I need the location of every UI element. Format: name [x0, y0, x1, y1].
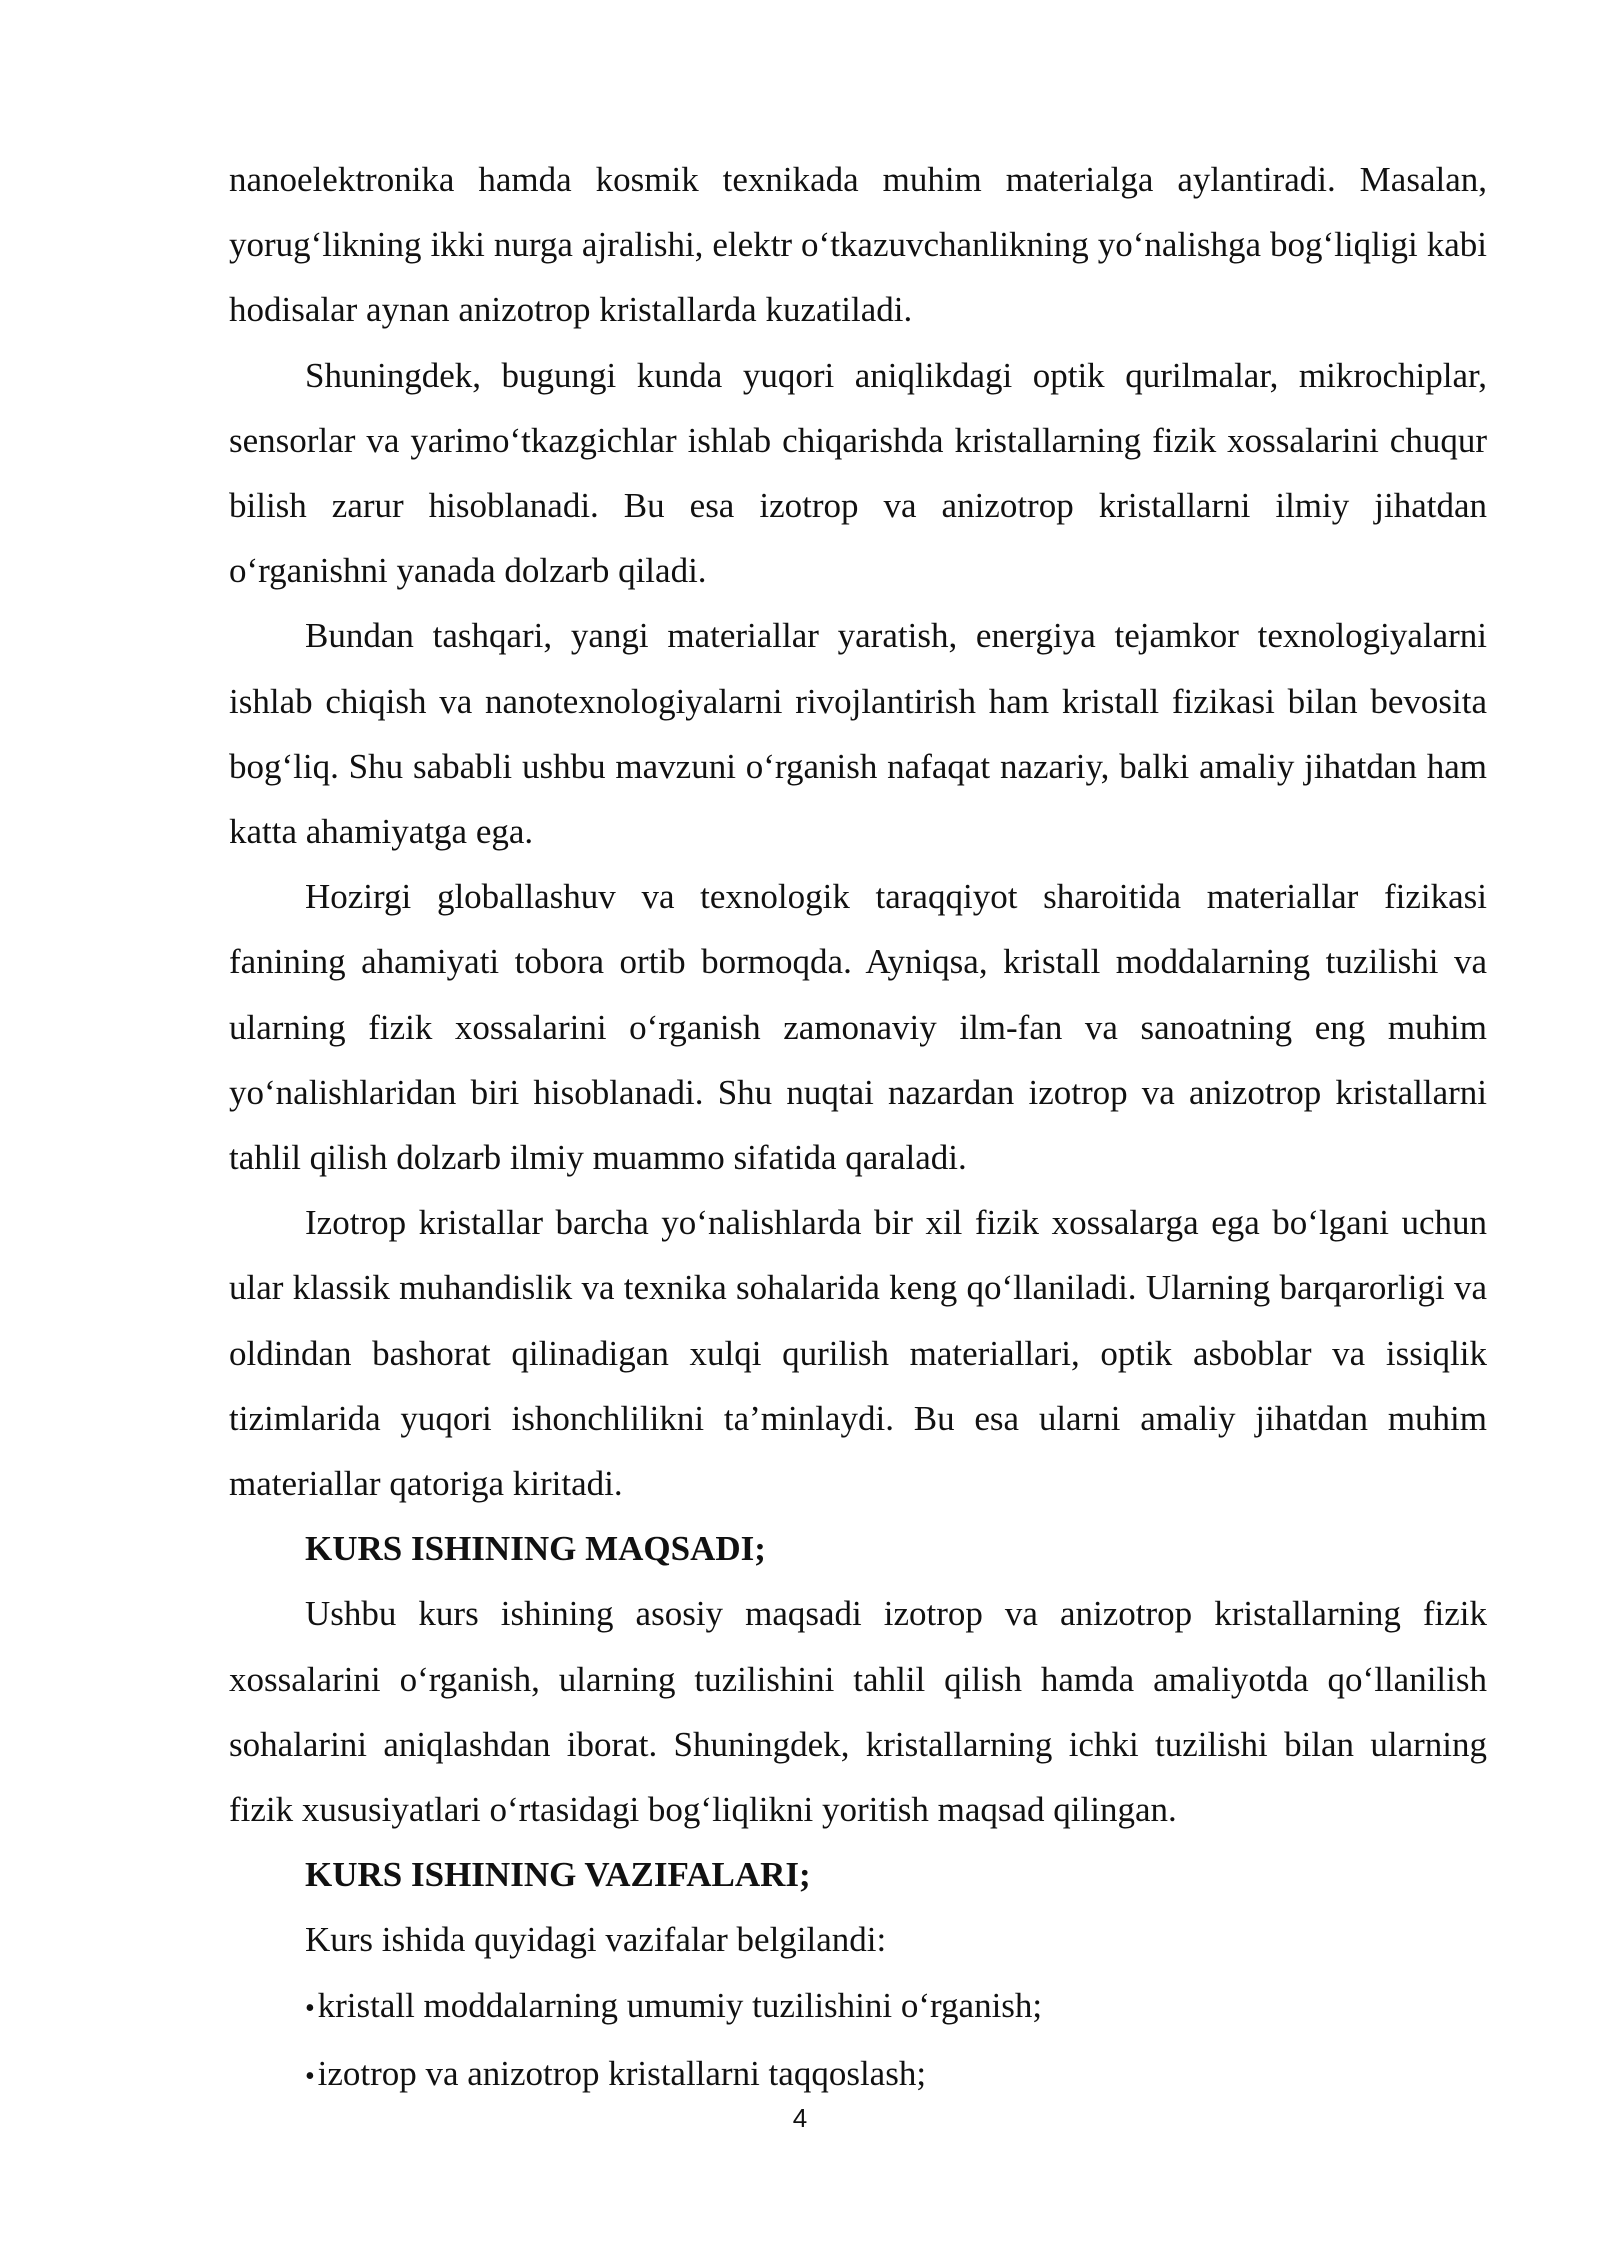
- document-page: [229, 147, 1487, 2109]
- bullet-icon: •: [305, 1992, 315, 2024]
- list-item-text: kristall moddalarning umumiy tuzilishini o‘rganish;: [317, 1985, 1043, 2025]
- tasks-intro: Kurs ishida quyidagi vazifalar belgilandi:: [305, 1920, 887, 1960]
- heading-course-goal: KURS ISHINING MAQSADI;: [305, 1529, 766, 1569]
- paragraph-isotropic-crystals: Izotrop kristallar barcha yo‘nalishlarda bir xil fizik xossalarga ega bo‘lgani uchun ular klassik muhandislik va texnika sohalarida keng qo‘llaniladi. Ularning barqarorligi va oldindan bashorat qilinadigan xulqi qurilish materiallari, optik asboblar va issiqlik tizimlarida yuqori ishonchlilikni ta’minlaydi. Bu esa ularni amaliy jihatdan muhim materiallar qatoriga kiritadi.: [229, 1203, 1487, 1504]
- page-number: 4: [792, 2103, 808, 2133]
- paragraph-new-materials: Bundan tashqari, yangi materiallar yaratish, energiya tejamkor texnologiyalarni ishlab chiqish va nanotexnologiyalarni rivojlantirish ham kristall fizikasi bilan bevosita bog‘liq. Shu sababli ushbu mavzuni o‘rganish nafaqat nazariy, balki amaliy jihatdan ham katta ahamiyatga ega.: [229, 616, 1487, 852]
- paragraph-globalization: Hozirgi globallashuv va texnologik taraqqiyot sharoitida materiallar fizikasi fanining ahamiyati tobora ortib bormoqda. Ayniqsa, kristall moddalarning tuzilishi va ularning fizik xossalarini o‘rganish zamonaviy ilm-fan va sanoatning eng muhim yo‘nalishlaridan biri hisoblanadi. Shu nuqtai nazardan izotrop va anizotrop kristallarni tahlil qilish dolzarb ilmiy muammo sifatida qaraladi.: [229, 877, 1487, 1178]
- list-item: [229, 1973, 1487, 2041]
- bullet-icon: •: [305, 2060, 315, 2092]
- heading-course-tasks: KURS ISHINING VAZIFALARI;: [305, 1855, 811, 1895]
- paragraph-intro-continuation: nanoelektronika hamda kosmik texnikada muhim materialga aylantiradi. Masalan, yorug‘likning ikki nurga ajralishi, elektr o‘tkazuvchanlikning yo‘nalishga bog‘liqligi kabi hodisalar aynan anizotrop kristallarda kuzatiladi.: [229, 160, 1487, 330]
- list-item: [229, 2041, 1487, 2109]
- tasks-list: [229, 1973, 1487, 2109]
- paragraph-optical-devices: Shuningdek, bugungi kunda yuqori aniqlikdagi optik qurilmalar, mikrochiplar, sensorlar va yarimo‘tkazgichlar ishlab chiqarishda kristallarning fizik xossalarini chuqur bilish zarur hisoblanadi. Bu esa izotrop va anizotrop kristallarni ilmiy jihatdan o‘rganishni yanada dolzarb qiladi.: [229, 355, 1487, 591]
- list-item-text: izotrop va anizotrop kristallarni taqqoslash;: [317, 2053, 927, 2093]
- paragraph-course-goal: Ushbu kurs ishining asosiy maqsadi izotrop va anizotrop kristallarning fizik xossalarini o‘rganish, ularning tuzilishini tahlil qilish hamda amaliyotda qo‘llanilish sohalarini aniqlashdan iborat. Shuningdek, kristallarning ichki tuzilishi bilan ularning fizik xususiyatlari o‘rtasidagi bog‘liqlikni yoritish maqsad qilingan.: [229, 1594, 1487, 1830]
